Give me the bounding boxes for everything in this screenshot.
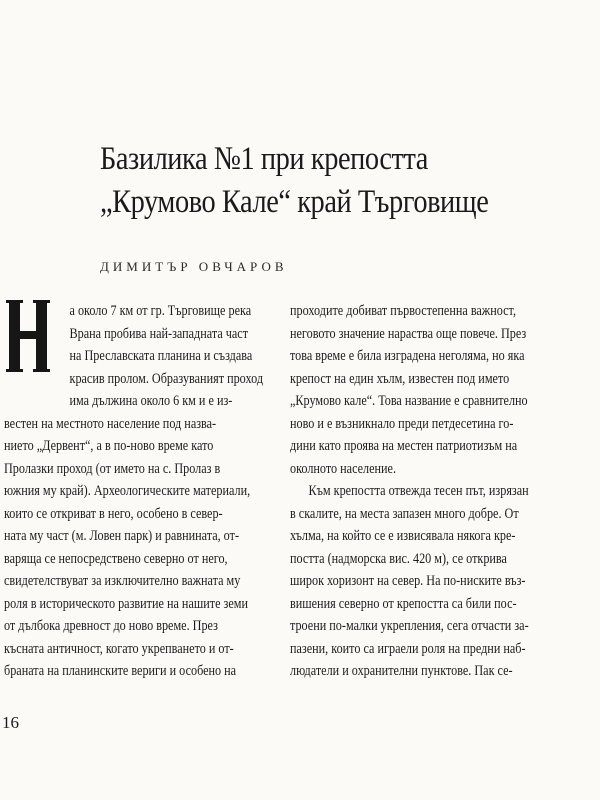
text-line: това време е била изградена неголяма, но яка [290,348,525,364]
text-line: неговото значение нараства още повече. През [290,325,527,342]
text-line: има дължина около 6 км и е из- [69,393,233,409]
text-line: красив пролом. Образуваният проход [69,370,264,387]
text-line: проходите добиват първостепенна важност, [290,303,516,319]
text-line: ново и е възникнало преди петдесетина го- [290,415,514,432]
text-line: на Преславската планина и създава [69,348,253,364]
article-author: ДИМИТЪР ОВЧАРОВ [100,259,288,274]
text-line: широк хоризонт на север. На по-ниските въз- [290,573,526,589]
right-column [290,300,557,683]
text-line: Пролазки проход (от името на с. Пролаз в [4,460,221,477]
text-line: роля в историческото развитие на нашите земи [4,595,248,612]
text-line: околното население. [290,460,397,477]
text-line: людатели и охранителни пунктове. Пак се- [290,663,513,679]
text-line: а около 7 км от гр. Търговище река [69,303,252,319]
text-line: варяща се непосредствено северно от него, [4,550,228,567]
text-line: Към крепостта отвежда тесен път, изрязан [308,483,529,499]
text-line: късната античност, когато укрепването и от- [4,640,234,657]
text-line: ната му част (м. Ловен парк) и равнината, от- [4,528,240,544]
article-title [100,138,504,224]
text-line: вишения северно от крепостта са били пос- [290,595,517,612]
title-line-2: „Крумово Кале“ край Търговище [100,184,489,220]
text-line: хълма, на който се е извисявала някога кре- [290,528,516,544]
text-line: южния му край). Археологическите материали, [4,483,251,499]
text-line: браната на планинските вериги и особено на [4,663,237,679]
title-line-1: Базилика №1 при крепостта [100,141,428,177]
text-line: свидетелствуват за изключително важната му [4,573,241,589]
text-line: от дълбока древност до ново време. През [4,618,218,634]
text-line: които се откриват в него, особено в север- [4,505,223,522]
text-line: пазени, които са играели роля на предни наб- [290,640,526,657]
page-number: 16 [2,713,19,732]
text-line: вестен на местното население под назва- [4,415,217,432]
text-line: Врана пробива най-западната част [69,325,249,342]
text-line: крепост на един хълм, известен под името [290,370,510,387]
left-column [4,300,271,683]
text-line: нието „Дервент“, а в по-ново време като [4,438,214,454]
text-line: в скалите, на места запазен много добре. От [290,505,519,522]
text-line: троени по-малки укрепления, сега отчасти за- [290,618,529,634]
text-line: „Крумово кале“. Това название е сравнително [290,393,528,409]
text-line: постта (надморска вис. 420 м), се открива [290,550,507,567]
text-line: дини като проява на местен патриотизъм на [290,438,518,454]
